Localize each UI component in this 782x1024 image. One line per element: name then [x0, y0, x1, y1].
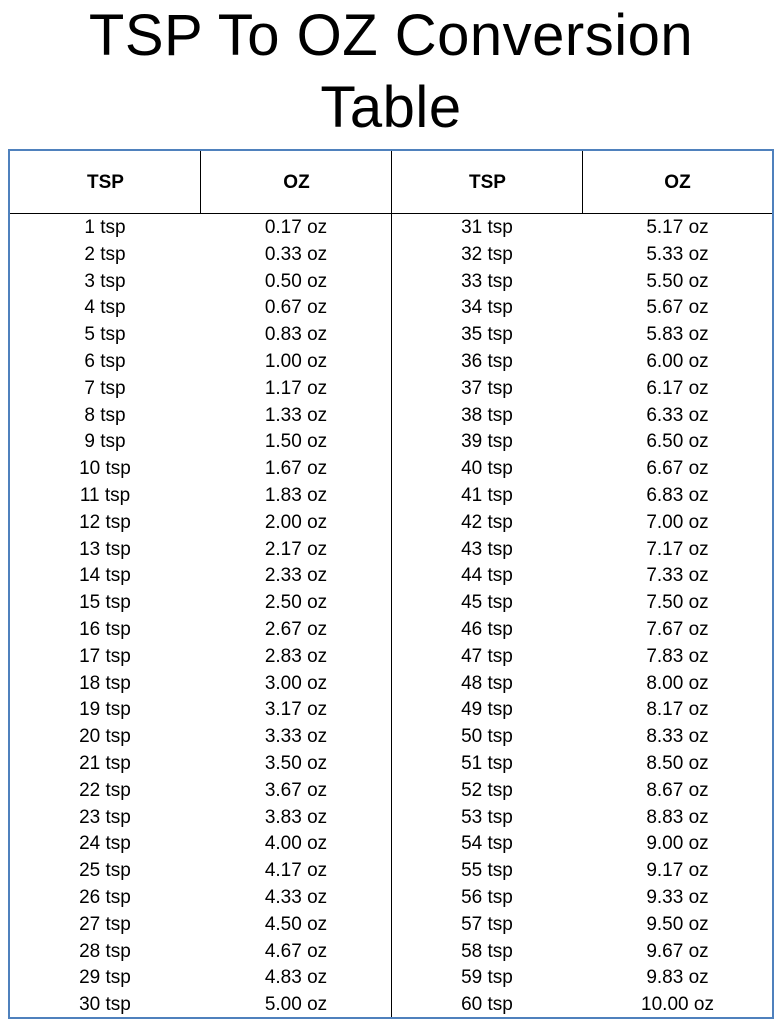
tsp-cell: 28 tsp [79, 940, 131, 962]
tsp-cell: 35 tsp [461, 324, 513, 346]
oz-cell: 8.00 oz [646, 672, 709, 694]
oz-cell: 8.33 oz [646, 726, 709, 748]
header-tsp-right: TSP [469, 172, 506, 193]
oz-cell: 8.83 oz [646, 806, 709, 828]
tsp-cell: 31 tsp [461, 217, 513, 238]
tsp-cell: 26 tsp [79, 886, 131, 908]
oz-cell: 9.83 oz [646, 967, 709, 989]
page-title [0, 0, 782, 144]
tsp-cell: 47 tsp [461, 645, 513, 667]
tsp-cell: 50 tsp [461, 726, 513, 748]
tsp-cell: 13 tsp [79, 538, 131, 560]
oz-cell: 2.17 oz [264, 538, 328, 560]
oz-cell: 1.00 oz [264, 350, 328, 372]
oz-cell: 4.83 oz [264, 967, 328, 989]
header-oz-right: OZ [664, 172, 691, 193]
tsp-cell: 15 tsp [79, 592, 131, 614]
tsp-cell: 56 tsp [461, 886, 513, 908]
oz-cell: 3.00 oz [264, 672, 328, 694]
tsp-cell: 46 tsp [461, 618, 513, 640]
tsp-cell: 42 tsp [461, 511, 513, 533]
conversion-table [8, 149, 774, 1019]
oz-cell: 5.33 oz [646, 243, 709, 265]
title-line-1: TSP To OZ Conversion [88, 3, 694, 68]
column-tsp-left [10, 214, 200, 1018]
tsp-cell: 3 tsp [84, 270, 126, 292]
tsp-cell: 45 tsp [461, 592, 513, 614]
oz-cell: 8.50 oz [646, 752, 709, 774]
oz-cell: 8.67 oz [646, 779, 709, 801]
oz-cell: 8.17 oz [646, 699, 709, 721]
oz-cell: 3.83 oz [264, 806, 328, 828]
tsp-cell: 6 tsp [84, 350, 126, 372]
column-oz-right [583, 214, 772, 1018]
oz-cell: 6.83 oz [646, 484, 709, 506]
tsp-cell: 2 tsp [84, 243, 126, 265]
tsp-cell: 54 tsp [461, 833, 513, 855]
tsp-cell: 8 tsp [84, 404, 126, 426]
tsp-cell: 60 tsp [461, 994, 513, 1016]
tsp-cell: 14 tsp [79, 565, 131, 587]
oz-cell: 2.50 oz [264, 592, 328, 614]
oz-cell: 4.17 oz [264, 860, 328, 882]
tsp-cell: 32 tsp [461, 243, 513, 265]
oz-cell: 4.67 oz [264, 940, 328, 962]
tsp-cell: 39 tsp [461, 431, 513, 453]
oz-cell: 6.17 oz [646, 377, 709, 399]
tsp-cell: 48 tsp [461, 672, 513, 694]
oz-cell: 6.00 oz [646, 350, 709, 372]
oz-cell: 1.83 oz [264, 484, 328, 506]
tsp-cell: 1 tsp [84, 217, 126, 238]
oz-cell: 7.00 oz [646, 511, 709, 533]
header-divider-1 [200, 151, 201, 213]
oz-cell: 9.33 oz [646, 886, 709, 908]
tsp-cell: 4 tsp [84, 297, 126, 319]
header-oz-left: OZ [283, 172, 310, 193]
oz-cell: 2.33 oz [264, 565, 328, 587]
oz-cell: 3.50 oz [264, 752, 328, 774]
oz-cell: 5.17 oz [646, 217, 709, 238]
tsp-cell: 40 tsp [461, 458, 513, 480]
tsp-cell: 7 tsp [84, 377, 126, 399]
tsp-cell: 57 tsp [461, 913, 513, 935]
oz-cell: 7.67 oz [646, 618, 709, 640]
tsp-cell: 37 tsp [461, 377, 513, 399]
oz-cell: 0.17 oz [264, 217, 328, 238]
tsp-cell: 21 tsp [79, 752, 131, 774]
oz-cell: 6.67 oz [646, 458, 709, 480]
oz-cell: 9.50 oz [646, 913, 709, 935]
tsp-cell: 12 tsp [79, 511, 131, 533]
oz-cell: 6.50 oz [646, 431, 709, 453]
oz-cell: 9.00 oz [646, 833, 709, 855]
oz-cell: 5.50 oz [646, 270, 709, 292]
oz-cell: 5.83 oz [646, 324, 709, 346]
tsp-cell: 23 tsp [79, 806, 131, 828]
tsp-cell: 43 tsp [461, 538, 513, 560]
tsp-cell: 29 tsp [79, 967, 131, 989]
tsp-cell: 17 tsp [79, 645, 131, 667]
tsp-cell: 49 tsp [461, 699, 513, 721]
oz-cell: 5.00 oz [264, 994, 328, 1016]
tsp-cell: 16 tsp [79, 618, 131, 640]
oz-cell: 6.33 oz [646, 404, 709, 426]
oz-cell: 3.67 oz [264, 779, 328, 801]
oz-cell: 0.67 oz [264, 297, 328, 319]
tsp-cell: 19 tsp [79, 699, 131, 721]
tsp-cell: 5 tsp [84, 324, 126, 346]
tsp-cell: 24 tsp [79, 833, 131, 855]
tsp-cell: 51 tsp [461, 752, 513, 774]
tsp-cell: 33 tsp [461, 270, 513, 292]
tsp-cell: 11 tsp [79, 484, 131, 506]
tsp-cell: 53 tsp [461, 806, 513, 828]
tsp-cell: 38 tsp [461, 404, 513, 426]
tsp-cell: 20 tsp [79, 726, 131, 748]
oz-cell: 1.17 oz [264, 377, 328, 399]
oz-cell: 9.67 oz [646, 940, 709, 962]
oz-cell: 0.50 oz [264, 270, 328, 292]
tsp-cell: 22 tsp [79, 779, 131, 801]
oz-cell: 9.17 oz [646, 860, 709, 882]
oz-cell: 3.33 oz [264, 726, 328, 748]
title-line-2: Table [320, 75, 462, 140]
tsp-cell: 9 tsp [84, 431, 126, 453]
oz-cell: 4.00 oz [264, 833, 328, 855]
header-tsp-left: TSP [87, 172, 124, 193]
tsp-cell: 58 tsp [461, 940, 513, 962]
tsp-cell: 10 tsp [79, 458, 131, 480]
oz-cell: 7.17 oz [646, 538, 709, 560]
oz-cell: 2.00 oz [264, 511, 328, 533]
oz-cell: 1.50 oz [264, 431, 328, 453]
tsp-cell: 27 tsp [79, 913, 131, 935]
tsp-cell: 30 tsp [79, 994, 131, 1016]
tsp-cell: 44 tsp [461, 565, 513, 587]
oz-cell: 1.33 oz [264, 404, 328, 426]
tsp-cell: 55 tsp [461, 860, 513, 882]
oz-cell: 2.83 oz [264, 645, 328, 667]
oz-cell: 7.33 oz [646, 565, 709, 587]
tsp-cell: 36 tsp [461, 350, 513, 372]
oz-cell: 7.50 oz [646, 592, 709, 614]
oz-cell: 4.50 oz [264, 913, 328, 935]
tsp-cell: 59 tsp [461, 967, 513, 989]
oz-cell: 3.17 oz [264, 699, 328, 721]
oz-cell: 5.67 oz [646, 297, 709, 319]
oz-cell: 4.33 oz [264, 886, 328, 908]
oz-cell: 0.83 oz [264, 324, 328, 346]
oz-cell: 1.67 oz [264, 458, 328, 480]
oz-cell: 0.33 oz [264, 243, 328, 265]
tsp-cell: 34 tsp [461, 297, 513, 319]
tsp-cell: 25 tsp [79, 860, 131, 882]
column-tsp-right [392, 214, 582, 1018]
oz-cell: 2.67 oz [264, 618, 328, 640]
tsp-cell: 18 tsp [79, 672, 131, 694]
oz-cell: 7.83 oz [646, 645, 709, 667]
tsp-cell: 41 tsp [461, 484, 513, 506]
header-divider-3 [582, 151, 583, 213]
oz-cell: 10.00 oz [641, 994, 714, 1016]
tsp-cell: 52 tsp [461, 779, 513, 801]
column-oz-left [201, 214, 391, 1018]
